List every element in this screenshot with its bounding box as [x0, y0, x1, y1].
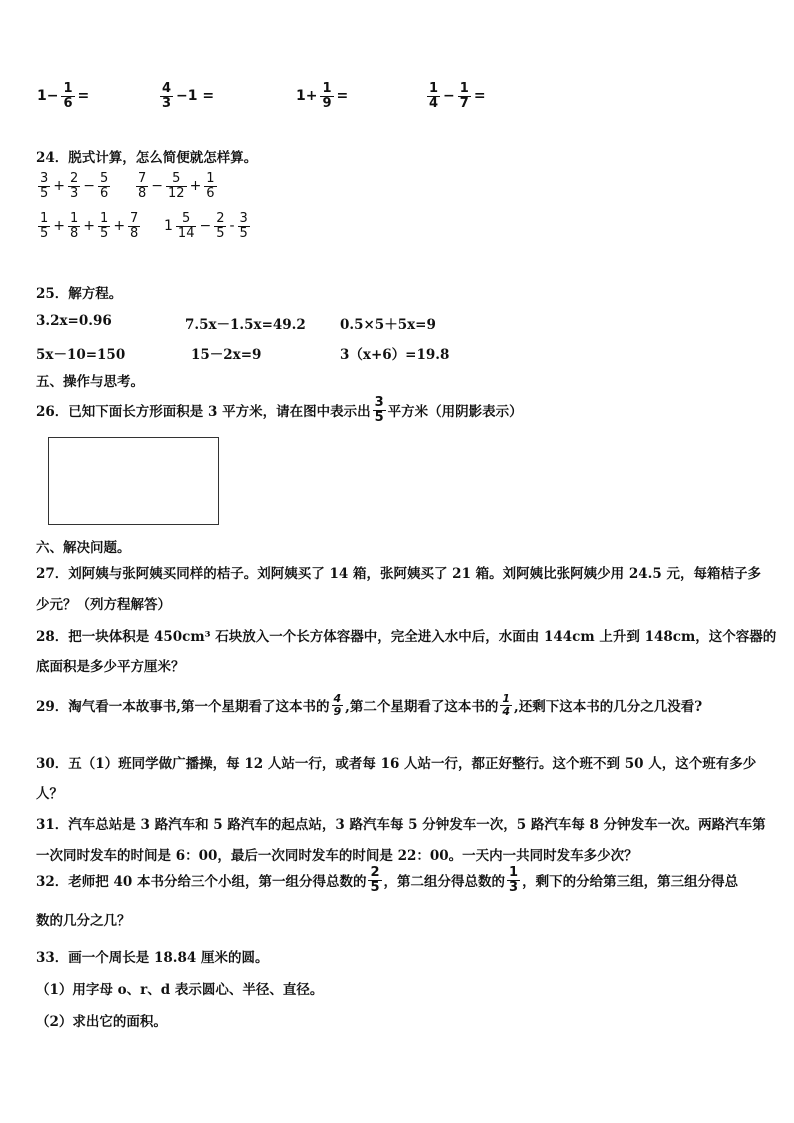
fraction: $\frac{2}{5}$: [370, 865, 380, 895]
equation: 0.5×5＋5x=9: [340, 317, 436, 333]
expr-4: $\frac{1}{4}$ − $\frac{1}{7}$ =: [429, 81, 486, 111]
q33-sub-2: （2）求出它的面积。: [36, 1014, 167, 1030]
equation: 5x－10=150: [36, 347, 126, 363]
fraction: $\frac{1}{4}$: [429, 81, 439, 111]
q24-expr-2a: $\frac{1}{5}$ + $\frac{1}{8}$ + $\frac{1}{5}$ + $\frac{7}{8}$: [40, 211, 139, 241]
equation: 15－2x=9: [191, 347, 262, 363]
q33-title: 33．画一个周长是 18.84 厘米的圆。: [36, 950, 269, 966]
section-heading: 六、解决问题。: [36, 540, 131, 556]
q28-line-2: 底面积是多少平方厘米？: [36, 659, 185, 675]
q32-line-2: 数的几分之几？: [36, 913, 131, 929]
section-heading: 五、操作与思考。: [36, 374, 144, 390]
q30-line-1: 30．五（1）班同学做广播操，每 12 人站一行，或者每 16 人站一行，都正好整行。这个班不到 50 人，这个班有多少: [36, 756, 757, 772]
fraction: $\frac{4}{3}$: [162, 81, 172, 111]
q24-expr-1a: $\frac{3}{5}$ + $\frac{2}{3}$ − $\frac{5}{6}$: [40, 171, 109, 201]
expr-2: $\frac{4}{3}$ −1 =: [162, 81, 215, 111]
q31-line-2: 一次同时发车的时间是 6：00，最后一次同时发车的时间是 22：00。一天内一共同时发车多少次？: [36, 848, 638, 864]
q26-text: 26．已知下面长方形面积是 3 平方米，请在图中表示出 $\frac{3}{5}$ 平方米（用阴影表示）: [36, 395, 523, 425]
q29-text: 29．淘气看一本故事书,第一个星期看了这本书的 $\frac{4}{9}$ ,第二个星期看了这本书的 $\frac{1}{4}$ ,还剩下这本书的几分之几没看?: [36, 692, 703, 718]
q27-line-2: 少元？（列方程解答）: [36, 597, 171, 613]
q30-line-2: 人？: [36, 786, 63, 802]
equation: 7.5x－1.5x=49.2: [185, 317, 306, 333]
q31-line-1: 31．汽车总站是 3 路汽车和 5 路汽车的起点站，3 路汽车每 5 分钟发车一次，5 路汽车每 8 分钟发车一次。两路汽车第: [36, 817, 766, 833]
fraction: $\frac{4}{9}$: [333, 692, 342, 718]
fraction: $\frac{1}{7}$: [459, 81, 469, 111]
fraction: $\frac{1}{9}$: [322, 81, 332, 111]
q33-sub-1: （1）用字母 o、r、d 表示圆心、半径、直径。: [36, 982, 324, 998]
expr-3: 1+ $\frac{1}{9}$ =: [296, 81, 349, 111]
q32-line-1: 32．老师把 40 本书分给三个小组，第一组分得总数的 $\frac{2}{5}$ ，第二组分得总数的 $\frac{1}{3}$ ，剩下的分给第三组，第三组分得总: [36, 865, 739, 895]
q28-line-1: 28．把一块体积是 450cm³ 石块放入一个长方体容器中，完全进入水中后，水面由 144cm 上升到 148cm，这个容器的: [36, 629, 777, 645]
expr-1: 1− $\frac{1}{6}$ =: [37, 81, 90, 111]
q24-expr-1b: $\frac{7}{8}$ − $\frac{5}{12}$ + $\frac{1}{6}$: [138, 171, 215, 201]
equation: 3.2x=0.96: [36, 313, 112, 329]
q27-line-1: 27．刘阿姨与张阿姨买同样的桔子。刘阿姨买了 14 箱，张阿姨买了 21 箱。刘阿姨比张阿姨少用 24.5 元，每箱桔子多: [36, 566, 761, 582]
fraction: $\frac{1}{4}$: [502, 692, 511, 718]
equation: 3（x+6）=19.8: [340, 347, 450, 363]
q24-expr-2b: 1 $\frac{5}{14}$ − $\frac{2}{5}$ - $\frac{3}{5}$: [164, 211, 248, 241]
fraction: $\frac{1}{3}$: [509, 865, 519, 895]
fraction: $\frac{3}{5}$: [374, 395, 384, 425]
q24-title: 24．脱式计算，怎么简便就怎样算。: [36, 150, 258, 166]
fraction: $\frac{1}{6}$: [63, 81, 73, 111]
rectangle-figure: [48, 437, 219, 525]
q25-title: 25．解方程。: [36, 286, 123, 302]
